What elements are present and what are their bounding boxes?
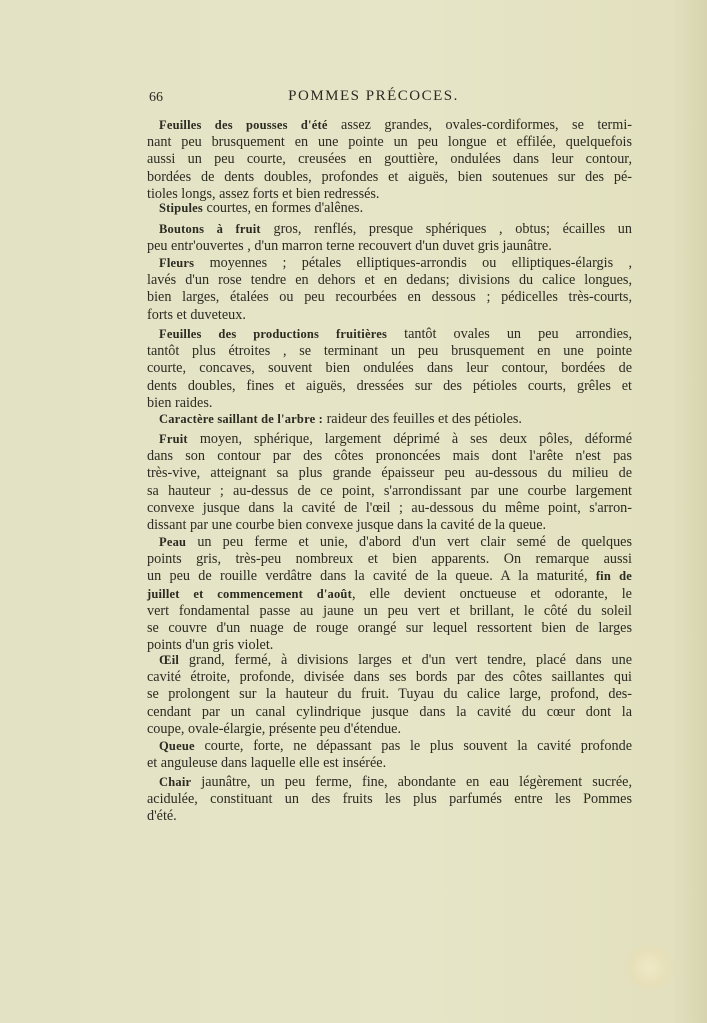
text-line — [147, 307, 632, 324]
text-line — [147, 568, 632, 585]
text-line — [147, 289, 632, 306]
text-segment: cavité étroite, profonde, divisée dans ses bords par des côtes saillantes qui — [147, 669, 632, 686]
text-line — [147, 238, 632, 255]
text-segment: tantôt ovales un peu arrondies, — [387, 326, 632, 342]
text-line — [147, 255, 632, 272]
text-line — [147, 721, 632, 738]
text-line — [147, 517, 632, 534]
text-line — [147, 551, 632, 568]
text-segment: d'été. — [147, 808, 177, 825]
text-line — [147, 483, 632, 500]
text-segment: convexe jusque dans la cavité de l'œil ; au-dessous du même point, s'arron- — [147, 499, 632, 516]
text-segment: forts et duveteux. — [147, 306, 246, 323]
text-segment: bordées de dents doubles, profondes et aiguës, bien soutenues sur des pé- — [147, 168, 632, 185]
text-segment: points d'un gris violet. — [147, 637, 274, 654]
text-segment: moyen, sphérique, largement déprimé à ses deux pôles, déformé — [187, 431, 632, 447]
text-segment: assez grandes, ovales-cordiformes, se termi- — [327, 117, 632, 133]
text-line — [147, 534, 632, 551]
text-segment: un peu de rouille verdâtre dans la cavité de la queue. A la maturité, — [147, 568, 596, 585]
bold-heading: Œil — [159, 653, 180, 667]
text-line — [147, 221, 632, 238]
text-line — [147, 395, 632, 412]
text-line — [147, 431, 632, 448]
text-line — [147, 620, 632, 637]
text-segment: coupe, ovale-élargie, présente peu d'étendue. — [147, 720, 402, 737]
text-line — [147, 411, 632, 428]
text-line — [147, 343, 632, 360]
text-line — [147, 586, 632, 603]
text-segment: nant peu brusquement en une pointe un peu longue et effilée, quelquefois — [147, 134, 632, 151]
paragraph-fruit — [147, 431, 632, 534]
text-segment: grand, fermé, à divisions larges et d'un vert tendre, placé dans une — [179, 652, 632, 668]
text-line — [147, 791, 632, 808]
text-line — [147, 755, 632, 772]
text-segment: dans son contour par des côtes prononcées mais dont l'arête n'est pas — [147, 448, 632, 465]
bold-heading: Fleurs — [159, 256, 195, 270]
text-segment: cendant par un canal cylindrique jusque dans la cavité du cœur dont la — [147, 703, 632, 720]
paragraph-tree-character — [147, 411, 632, 428]
paragraph-skin — [147, 534, 632, 654]
text-segment: bien larges, étalées ou peu recourbées en dessous ; pédicelles très-courts, — [147, 289, 632, 306]
text-line — [147, 448, 632, 465]
bold-heading: Fruit — [159, 432, 188, 446]
paragraph-eye — [147, 652, 632, 738]
text-segment: un peu ferme et unie, d'abord d'un vert clair semé de quelques — [186, 534, 632, 550]
text-line — [147, 272, 632, 289]
text-segment: courtes, en formes d'alênes. — [202, 200, 364, 216]
bold-heading: Chair — [159, 775, 192, 789]
text-segment: lavés d'un rose tendre en dehors et en dedans; divisions du calice longues, — [147, 272, 632, 289]
page-number: 66 — [149, 90, 163, 105]
paragraph-flowers — [147, 255, 632, 324]
text-line — [147, 326, 632, 343]
text-line — [147, 652, 632, 669]
bold-heading: Caractère saillant de l'arbre : — [159, 412, 324, 426]
text-line — [147, 686, 632, 703]
paper-stain — [622, 945, 677, 990]
text-line — [147, 169, 632, 186]
text-segment: très-vive, atteignant sa plus grande épaisseur peu au-dessous du milieu de — [147, 465, 632, 482]
text-segment: , elle devient onctueuse et odorante, le — [351, 585, 632, 602]
text-segment: se prolongent sur la hauteur du fruit. Tuyau du calice large, profond, des- — [147, 686, 632, 703]
paragraph-fruiting-leaves — [147, 326, 632, 412]
text-line — [147, 378, 632, 395]
running-title: POMMES PRÉCOCES. — [288, 88, 459, 104]
text-line — [147, 669, 632, 686]
bold-heading: Peau — [159, 535, 187, 549]
bold-heading: Stipules — [159, 201, 203, 215]
text-segment: peu entr'ouvertes , d'un marron terne recouvert d'un duvet gris jaunâtre. — [147, 238, 552, 255]
text-segment: gros, renflés, presque sphériques , obtus; écailles un — [260, 221, 632, 237]
text-line — [147, 603, 632, 620]
text-line — [147, 360, 632, 377]
paragraph-summer-shoot-leaves — [147, 117, 632, 203]
text-segment: se couvre d'un nuage de rouge orangé sur lequel ressortent bien de larges — [147, 619, 632, 636]
bold-heading: Boutons à fruit — [159, 222, 261, 236]
text-segment: dents doubles, fines et aiguës, dressées sur des pétioles courts, grêles et — [147, 377, 632, 394]
text-line — [147, 200, 632, 217]
text-line — [147, 151, 632, 168]
text-line — [147, 774, 632, 791]
text-segment: raideur des feuilles et des pétioles. — [323, 411, 522, 427]
text-segment: dissant par une courbe bien convexe jusque dans la cavité de la queue. — [147, 516, 547, 533]
text-segment: tioles longs, assez forts et bien redressés. — [147, 185, 380, 202]
bold-heading: Queue — [159, 739, 195, 753]
paragraph-stalk — [147, 738, 632, 772]
paragraph-fruit-buds — [147, 221, 632, 255]
text-segment: courte, forte, ne dépassant pas le plus souvent la cavité profonde — [194, 738, 632, 754]
text-segment: sa hauteur ; au-dessus de ce point, s'arrondissant par une courbe largement — [147, 482, 632, 499]
text-segment: jaunâtre, un peu ferme, fine, abondante en eau légèrement sucrée, — [191, 774, 632, 790]
text-segment: courte, concaves, souvent bien ondulées dans leur contour, bordées de — [147, 360, 632, 377]
bold-heading: fin de — [595, 569, 632, 584]
text-line — [147, 500, 632, 517]
text-line — [147, 808, 632, 825]
bold-heading: Feuilles des pousses d'été — [159, 118, 328, 132]
text-segment: vert fondamental passe au jaune un peu vert et brillant, le côté du soleil — [147, 602, 632, 619]
text-segment: acidulée, constituant un des fruits les plus parfumés entre les Pommes — [147, 791, 632, 808]
text-line — [147, 465, 632, 482]
text-segment: et anguleuse dans laquelle elle est insérée. — [147, 755, 387, 772]
text-line — [147, 117, 632, 134]
text-line — [147, 704, 632, 721]
text-segment: aussi un peu courte, creusées en gouttière, ondulées dans leur contour, — [147, 151, 632, 168]
text-segment: tantôt plus étroites , se terminant un peu brusquement en une pointe — [147, 343, 632, 360]
text-segment: points gris, très-peu nombreux et bien apparents. On remarque aussi — [147, 551, 632, 568]
bold-heading: Feuilles des productions fruitières — [159, 327, 388, 341]
paragraph-stipules — [147, 200, 632, 217]
text-line — [147, 738, 632, 755]
bold-heading: juillet et commencement d'août — [147, 586, 352, 601]
text-segment: bien raides. — [147, 394, 213, 411]
text-line — [147, 134, 632, 151]
paragraph-flesh — [147, 774, 632, 826]
text-segment: moyennes ; pétales elliptiques-arrondis ou elliptiques-élargis , — [194, 255, 632, 271]
